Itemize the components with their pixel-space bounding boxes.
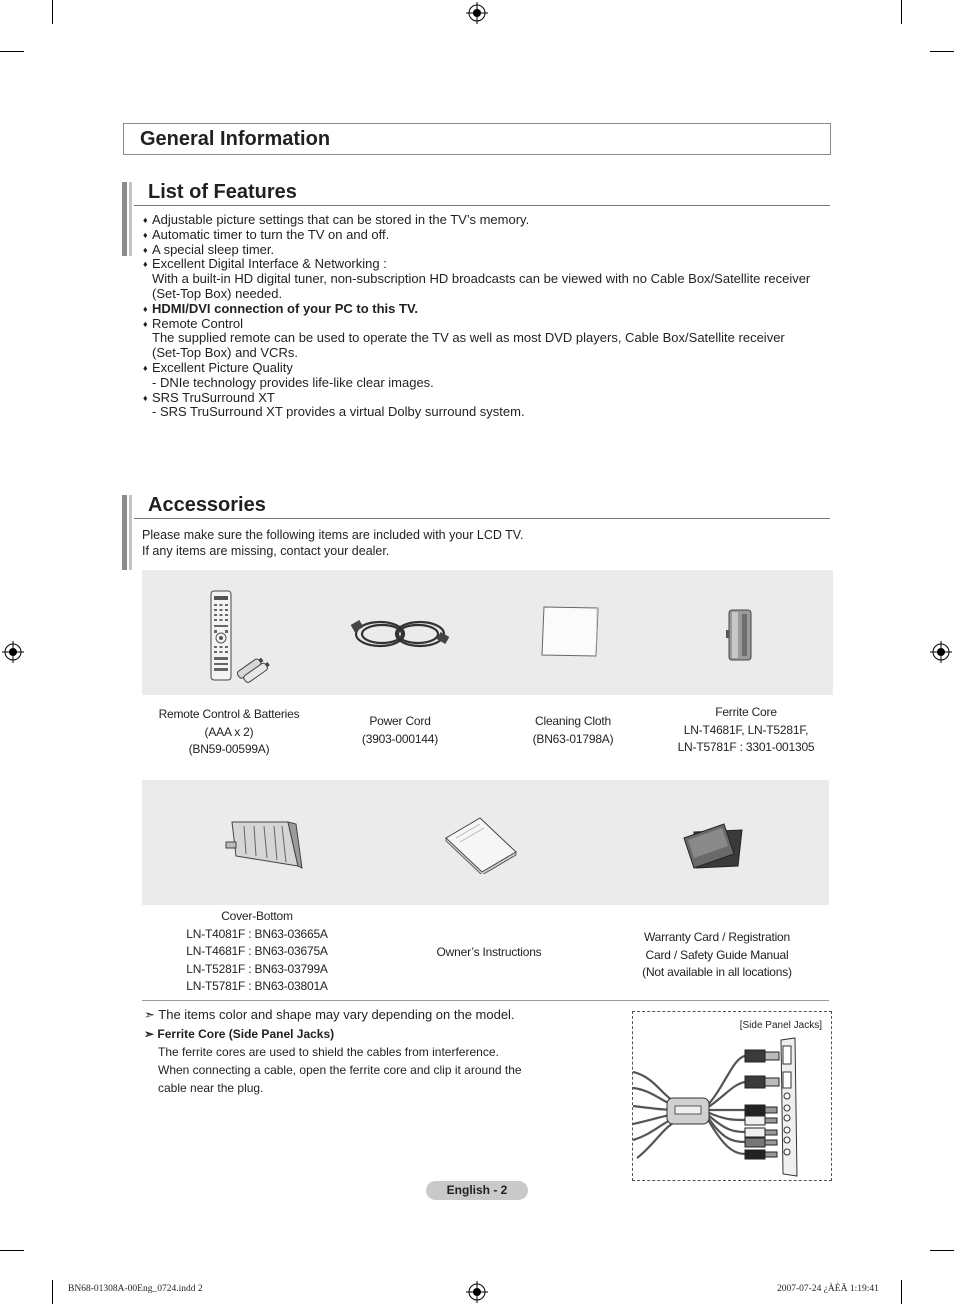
section-accent-bar <box>129 182 132 256</box>
section-accent-bar <box>122 182 127 256</box>
diamond-bullet-icon: ♦ <box>143 303 148 314</box>
diamond-bullet-icon: ♦ <box>143 318 148 329</box>
diamond-bullet-icon: ♦ <box>143 259 148 270</box>
feature-item: ♦ Adjustable picture settings that can be stored in the TV’s memory. <box>143 212 530 227</box>
diamond-bullet-icon: ♦ <box>143 392 148 403</box>
note-body: The ferrite cores are used to shield the cables from interference. When connecting a cable, open the ferrite core and clip it around the cable near the plug. <box>158 1045 522 1095</box>
registration-mark-icon <box>466 1281 488 1303</box>
registration-mark-icon <box>2 641 24 663</box>
divider <box>142 1000 829 1001</box>
feature-item: ♦ Excellent Digital Interface & Networking : With a built-in HD digital tuner, non-subscription HD broadcasts can be viewed with no Cable Box/Satellite receiver (Set-Top Box) needed. <box>143 256 811 301</box>
section-accent-bar <box>129 495 132 570</box>
arrow-marker-icon: ➣ <box>144 1027 155 1041</box>
accessory-caption: Warranty Card / Registration Card / Safety Guide Manual (Not available in all locations) <box>642 930 792 979</box>
crop-mark <box>52 1280 53 1304</box>
diamond-bullet-icon: ♦ <box>143 244 148 255</box>
accessory-caption: Owner’s Instructions <box>436 945 542 959</box>
arrow-marker-icon: ➣ <box>144 1007 155 1022</box>
crop-mark <box>52 0 53 24</box>
crop-mark <box>901 1280 902 1304</box>
diamond-bullet-icon: ♦ <box>143 215 148 225</box>
crop-mark <box>901 0 902 24</box>
accessory-caption: Cleaning Cloth (BN63-01798A) <box>532 714 614 746</box>
ferrite-core-cables-icon <box>633 1036 831 1178</box>
crop-mark <box>930 51 954 52</box>
note-item: ➣ Ferrite Core (Side Panel Jacks) <box>144 1027 335 1041</box>
registration-mark-icon <box>466 2 488 24</box>
diamond-bullet-icon: ♦ <box>143 362 148 373</box>
file-slug: BN68-01308A-00Eng_0724.indd 2 <box>68 1284 203 1294</box>
owners-manual-icon <box>440 816 520 874</box>
notes <box>144 1007 614 1097</box>
crop-mark <box>0 51 24 52</box>
accessory-caption: Power Cord (3903-000144) <box>361 714 439 746</box>
power-cord-icon <box>350 612 450 656</box>
remote-control-icon <box>200 588 270 684</box>
feature-item: ♦ SRS TruSurround XT - SRS TruSurround XT provides a virtual Dolby surround system. <box>143 389 525 420</box>
section-rule <box>134 205 830 206</box>
page-header-box <box>123 123 831 155</box>
diamond-bullet-icon: ♦ <box>143 229 148 240</box>
crop-mark <box>0 1250 24 1251</box>
crop-mark <box>930 1250 954 1251</box>
ferrite-core-icon <box>722 606 758 664</box>
accessories-title: Accessories <box>148 494 266 516</box>
page-number-badge: English - 2 <box>426 1181 528 1200</box>
cover-bottom-icon <box>222 816 306 872</box>
features-title: List of Features <box>148 181 297 203</box>
page-title: General Information <box>140 128 331 150</box>
cleaning-cloth-icon <box>538 604 602 660</box>
warranty-card-icon <box>680 818 746 870</box>
feature-item: ♦ A special sleep timer. <box>143 241 275 257</box>
date-slug: 2007-07-24 ¿ÀÈÄ 1:19:41 <box>777 1284 879 1294</box>
feature-list <box>143 213 833 420</box>
side-panel-label: [Side Panel Jacks] <box>739 1020 822 1031</box>
side-panel-diagram <box>632 1011 832 1181</box>
accessories-intro: Please make sure the following items are included with your LCD TV. If any items are missing, contact your dealer. <box>142 528 524 558</box>
feature-item: ♦ Remote Control The supplied remote can be used to operate the TV as well as most DVD players, Cable Box/Satellite receiver (Set-Top Box) and VCRs. <box>143 315 785 361</box>
feature-item: ♦ HDMI/DVI connection of your PC to this TV. <box>143 300 419 316</box>
section-rule <box>134 518 830 519</box>
accessory-caption: Ferrite Core LN-T4681F, LN-T5281F, LN-T5781F : 3301-001305 <box>677 705 815 754</box>
note-item: ➣ The items color and shape may vary depending on the model. <box>144 1007 515 1022</box>
registration-mark-icon <box>930 641 952 663</box>
section-accent-bar <box>122 495 127 570</box>
feature-item: ♦ Excellent Picture Quality - DNIe technology provides life-like clear images. <box>143 359 434 390</box>
feature-item: ♦ Automatic timer to turn the TV on and off. <box>143 226 390 242</box>
accessory-caption: Cover-Bottom LN-T4081F : BN63-03665A LN-T4681F : BN63-03675A LN-T5281F : BN63-03799A LN-T5781F : BN63-03801A <box>186 909 328 993</box>
accessory-caption: Remote Control & Batteries (AAA x 2) (BN59-00599A) <box>158 707 300 756</box>
